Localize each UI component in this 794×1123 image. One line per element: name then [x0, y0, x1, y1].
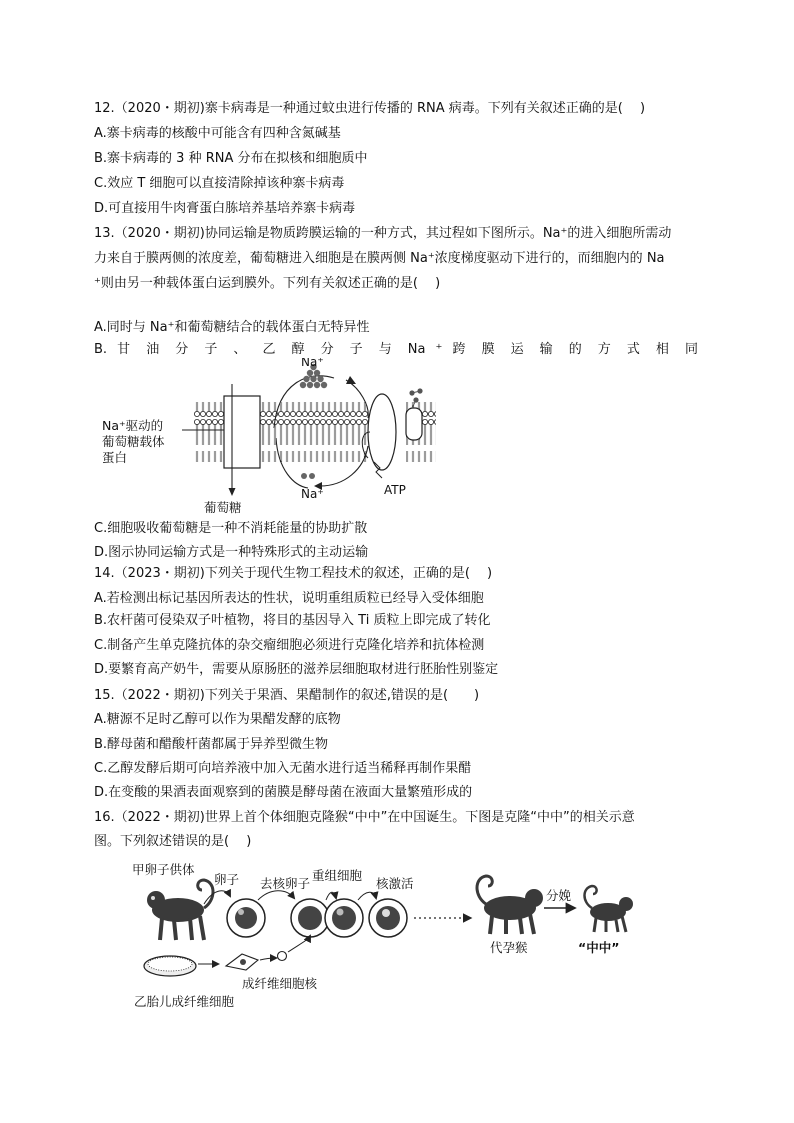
enucleated-egg-icon [291, 899, 329, 937]
label-enucleated-egg: 去核卵子 [260, 876, 311, 891]
egg-cell-icon [227, 899, 265, 937]
q13-stem-line2: 力来自于膜两侧的浓度差，葡萄糖进入细胞是在膜两侧 Na⁺浓度梯度驱动下进行的，而细胞内的 Na [94, 251, 665, 266]
fibroblast-nucleus-icon [278, 952, 287, 961]
baby-monkey-icon [585, 886, 634, 932]
q15-option-d: D.在变酸的果酒表面观察到的菌膜是酵母菌在液面大量繁殖形成的 [94, 785, 473, 800]
arrow-down-icon [229, 488, 236, 496]
q16-stem-line2: 图。下列叙述错误的是( ) [94, 834, 252, 849]
label-activation: 核激活 [376, 876, 414, 891]
atp-label: ATP [384, 483, 406, 497]
q14-option-a: A.若检测出标记基因所表达的性状，说明重组质粒已经导入受体细胞 [94, 591, 484, 606]
label-zhongzhong: “中中” [578, 940, 620, 955]
reconstructed-cell-icon [325, 899, 363, 937]
q12-option-b: B.寨卡病毒的 3 种 RNA 分布在拟核和细胞质中 [94, 151, 368, 166]
label-fibroblast-nucleus: 成纤维细胞核 [242, 976, 318, 991]
q15-option-b: B.酵母菌和醋酸杆菌都属于异养型微生物 [94, 737, 329, 752]
activated-cell-icon [369, 899, 407, 937]
sodium-label-bottom: Na⁺ [301, 487, 324, 501]
membrane-left [194, 402, 224, 462]
fibroblast-cell-icon [226, 954, 258, 970]
carrier-label-line1: Na⁺驱动的 [102, 418, 164, 433]
label-reconstructed-cell: 重组细胞 [312, 868, 363, 883]
right-carrier-protein [406, 408, 422, 440]
label-surrogate: 代孕猴 [490, 940, 528, 955]
membrane-middle [260, 402, 368, 462]
q12-option-d: D.可直接用牛肉膏蛋白胨培养基培养寨卡病毒 [94, 201, 356, 216]
q15-option-a: A.糖源不足时乙醇可以作为果醋发酵的底物 [94, 712, 341, 727]
surrogate-monkey-icon [477, 876, 543, 934]
glucose-carrier-protein [224, 396, 260, 468]
q14-option-d: D.要繁育高产奶牛，需要从原肠胚的滋养层细胞取材进行胚胎性别鉴定 [94, 662, 499, 677]
q15-option-c: C.乙醇发酵后期可向培养液中加入无菌水进行适当稀释再制作果醋 [94, 761, 472, 776]
q13-option-d: D.图示协同运输方式是一种特殊形式的主动运输 [94, 545, 369, 560]
sodium-label-top: Na⁺ [301, 358, 324, 369]
label-donor-a: 甲卵子供体 [132, 862, 195, 877]
glucose-label: 葡萄糖 [204, 500, 242, 515]
q13-stem-line1: 13.（2020・期初)协同运输是物质跨膜运输的一种方式，其过程如下图所示。Na⁺的进入细胞所需动 [94, 226, 672, 241]
q15-stem: 15.（2022・期初)下列关于果酒、果醋制作的叙述,错误的是( ) [94, 688, 480, 703]
q13-option-a: A.同时与 Na⁺和葡萄糖结合的载体蛋白无特异性 [94, 320, 370, 335]
cotransport-diagram [98, 358, 438, 516]
carrier-label-line2: 葡萄糖载体 [102, 434, 165, 449]
q12-option-a: A.寨卡病毒的核酸中可能含有四种含氮碱基 [94, 126, 341, 141]
sodium-pump-protein [368, 394, 396, 470]
q12-stem: 12.（2020・期初)寨卡病毒是一种通过蚊虫进行传播的 RNA 病毒。下列有关叙述正确的是( ) [94, 101, 646, 116]
q14-option-c: C.制备产生单克隆抗体的杂交瘤细胞必须进行克隆化培养和抗体检测 [94, 638, 485, 653]
q14-stem: 14.（2023・期初)下列关于现代生物工程技术的叙述，正确的是( ) [94, 566, 493, 581]
carrier-label-line3: 蛋白 [102, 450, 128, 465]
q12-option-c: C.效应 T 细胞可以直接清除掉该种寨卡病毒 [94, 176, 345, 191]
q16-stem-line1: 16.（2022・期初)世界上首个体细胞克隆猴“中中”在中国诞生。下图是克隆“中中”的相关示意 [94, 810, 635, 825]
q13-option-b: B. 甘 油 分 子 、 乙 醇 分 子 与 Na ⁺ 跨 膜 运 输 的 方 式 相 同 [94, 342, 698, 357]
petri-dish-icon [144, 956, 196, 976]
q14-option-b: B.农杆菌可侵染双子叶植物，将目的基因导入 Ti 质粒上即完成了转化 [94, 613, 491, 628]
q13-option-c: C.细胞吸收葡萄糖是一种不消耗能量的协助扩散 [94, 521, 368, 536]
donor-monkey-icon [147, 880, 213, 940]
cloning-diagram [130, 860, 650, 1015]
label-egg: 卵子 [214, 872, 240, 887]
label-donor-b: 乙胎儿成纤维细胞 [134, 994, 235, 1009]
label-birth: 分娩 [546, 888, 572, 903]
q13-stem-line3: ⁺则由另一种载体蛋白运到膜外。下列有关叙述正确的是( ) [94, 276, 441, 291]
